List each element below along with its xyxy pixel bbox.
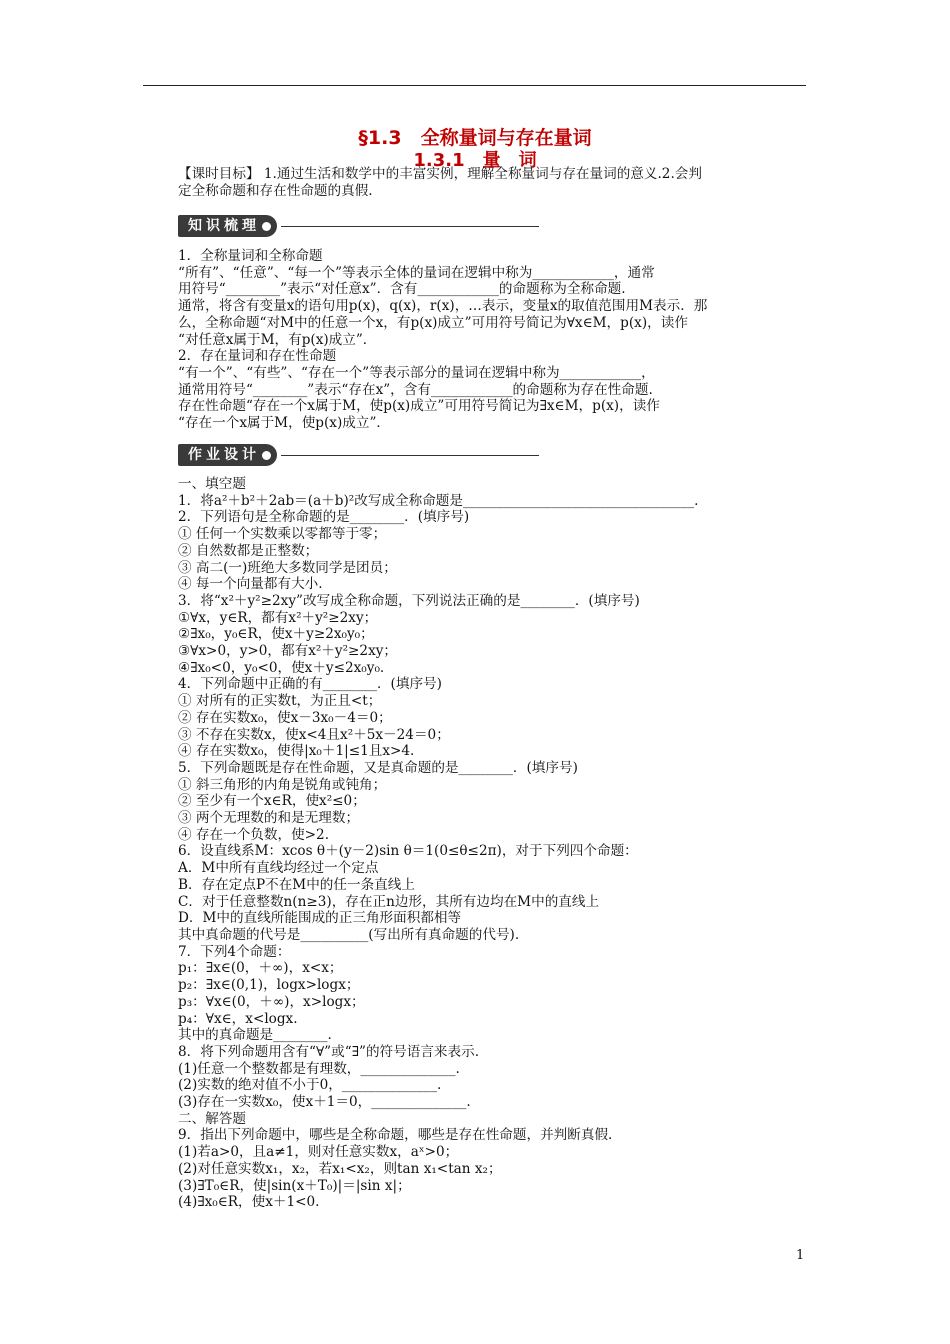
text-line: D．M中的直线所能围成的正三角形面积都相等 xyxy=(178,910,462,927)
text-line: ④ 每一个向量都有大小. xyxy=(178,576,323,593)
text-line: ① 斜三角形的内角是锐角或钝角； xyxy=(178,776,387,793)
text-line: p₃：∀x∈(0，＋∞)，x>logx； xyxy=(178,993,365,1010)
knowledge-section xyxy=(178,248,810,432)
text-line: 么，全称命题“对M中的任意一个x，有p(x)成立”可用符号简记为∀x∈M，p(x)，读作 xyxy=(178,314,688,331)
section-badge-knowledge xyxy=(178,215,539,237)
text-line: ③ 不存在实数x，使x<4且x²＋5x－24＝0； xyxy=(178,726,450,743)
text-line: “存在一个x属于M，使p(x)成立”． xyxy=(178,415,390,432)
text-line: 9．指出下列命题中，哪些是全称命题，哪些是存在性命题，并判断真假. xyxy=(178,1127,613,1144)
text-line: 其中真命题的代号是__________(写出所有真命题的代号). xyxy=(178,926,520,943)
header-rule xyxy=(143,85,806,86)
badge-label: 知识梳理 xyxy=(188,218,260,234)
text-line: 7．下列4个命题： xyxy=(178,943,291,960)
text-line: ① 任何一个实数乘以零都等于零； xyxy=(178,526,387,543)
text-line: 用符号“________”表示“对任意x”．含有____________的命题称为全称命题. xyxy=(178,281,626,298)
text-line: 通常，将含有变量x的语句用p(x)，q(x)，r(x)，…表示，变量x的取值范围用M表示．那 xyxy=(178,298,708,315)
text-line: “所有”、“任意”、“每一个”等表示全体的量词在逻辑中称为____________，通常 xyxy=(178,264,655,281)
text-line: ④ 存在实数x₀，使得|x₀＋1|≤1且x>4. xyxy=(178,743,415,760)
goal-line: 定全称命题和存在性命题的真假. xyxy=(178,182,373,199)
lesson-goal xyxy=(178,166,810,199)
text-line: 存在性命题“存在一个x属于M，使p(x)成立”可用符号简记为∃x∈M，p(x)，读作 xyxy=(178,398,660,415)
text-line: A．M中所有直线均经过一个定点 xyxy=(178,860,379,877)
text-line: (1)若a>0，且a≠1，则对任意实数x，aˣ>0； xyxy=(178,1144,459,1161)
text-line: ② 存在实数x₀，使x－3x₀－4＝0； xyxy=(178,709,392,726)
text-line: (2)对任意实数x₁，x₂，若x₁<x₂，则tan x₁<tan x₂； xyxy=(178,1160,502,1177)
text-line: ②∃x₀，y₀∈R，使x＋y≥2x₀y₀； xyxy=(178,626,374,643)
text-line: p₄：∀x∈，x<logx. xyxy=(178,1010,298,1027)
text-line: 8．将下列命题用含有“∀”或“∃”的符号语言来表示. xyxy=(178,1043,480,1060)
text-line: 4．下列命题中正确的有________．(填序号) xyxy=(178,676,442,693)
text-line: ③ 高二(一)班绝大多数同学是团员； xyxy=(178,559,397,576)
text-line: ② 自然数都是正整数； xyxy=(178,542,319,559)
page-number: 1 xyxy=(796,1248,805,1263)
section-badge-homework xyxy=(178,444,539,466)
text-line: (3)∃T₀∈R，使|sin(x＋T₀)|＝|sin x|； xyxy=(178,1177,411,1194)
text-line: C．对于任意整数n(n≥3)，存在正n边形，其所有边均在M中的直线上 xyxy=(178,893,600,910)
page-title: §1.3 全称量词与存在量词 xyxy=(358,127,592,149)
text-line: ③ 两个无理数的和是无理数； xyxy=(178,810,360,827)
badge-pill xyxy=(178,215,277,237)
text-line: “有一个”、“有些”、“存在一个”等表示部分的量词在逻辑中称为____________， xyxy=(178,364,655,381)
badge-label: 作业设计 xyxy=(188,447,260,463)
text-line: 2．存在量词和存在性命题 xyxy=(178,348,337,365)
text-line: 2．下列语句是全称命题的是________．(填序号) xyxy=(178,509,470,526)
goal-line: 【课时目标】 1.通过生活和数学中的丰富实例，理解全称量词与存在量词的意义.2.会判 xyxy=(178,166,702,182)
text-line: (2)实数的绝对值不小于0，______________. xyxy=(178,1077,442,1094)
text-line: ③∀x>0，y>0，都有x²＋y²≥2xy； xyxy=(178,643,398,660)
text-line: 3．将“x²＋y²≥2xy”改写成全称命题，下列说法正确的是________．(填序号) xyxy=(178,592,640,609)
text-line: 6．设直线系M：xcos θ＋(y－2)sin θ＝1(0≤θ≤2π)，对于下列四个命题： xyxy=(178,843,638,860)
text-line: 1．全称量词和全称命题 xyxy=(178,248,323,264)
text-line: p₂：∃x∈(0,1)，logx>logx； xyxy=(178,977,360,994)
text-line: 二、解答题 xyxy=(178,1110,246,1127)
text-line: ① 对所有的正实数t，为正且<t； xyxy=(178,693,382,710)
text-line: 一、填空题 xyxy=(178,476,246,492)
dot-icon xyxy=(262,222,271,231)
text-line: p₁：∃x∈(0，＋∞)，x<x； xyxy=(178,960,343,977)
text-line: ④ 存在一个负数，使>2. xyxy=(178,826,330,843)
text-line: ①∀x，y∈R，都有x²＋y²≥2xy； xyxy=(178,609,378,626)
text-line: (4)∃x₀∈R，使x＋1<0. xyxy=(178,1194,320,1211)
badge-rule xyxy=(281,455,539,456)
text-line: (3)存在一实数x₀，使x＋1＝0，______________. xyxy=(178,1094,471,1111)
text-line: B．存在定点P不在M中的任一条直线上 xyxy=(178,876,415,893)
text-line: 其中的真命题是________. xyxy=(178,1027,332,1044)
page-subtitle: 1.3.1 量 词 xyxy=(413,150,537,171)
badge-pill xyxy=(178,444,277,466)
text-line: 通常用符号“________”表示“存在x”，含有____________的命题称为存在性命题. xyxy=(178,381,653,398)
text-line: ④∃x₀<0，y₀<0，使x＋y≤2x₀y₀. xyxy=(178,659,385,676)
badge-rule xyxy=(281,226,539,227)
dot-icon xyxy=(262,451,271,460)
text-line: (1)任意一个整数都是有理数，______________. xyxy=(178,1060,460,1077)
text-line: “对任意x属于M，有p(x)成立”． xyxy=(178,331,377,348)
text-line: ② 至少有一个x∈R，使x²≤0； xyxy=(178,793,366,810)
homework-section xyxy=(178,476,810,1211)
text-line: 5．下列命题既是存在性命题，又是真命题的是________．(填序号) xyxy=(178,759,578,776)
text-line: 1．将a²＋b²＋2ab＝(a＋b)²改写成全称命题是__________________________________. xyxy=(178,492,699,509)
